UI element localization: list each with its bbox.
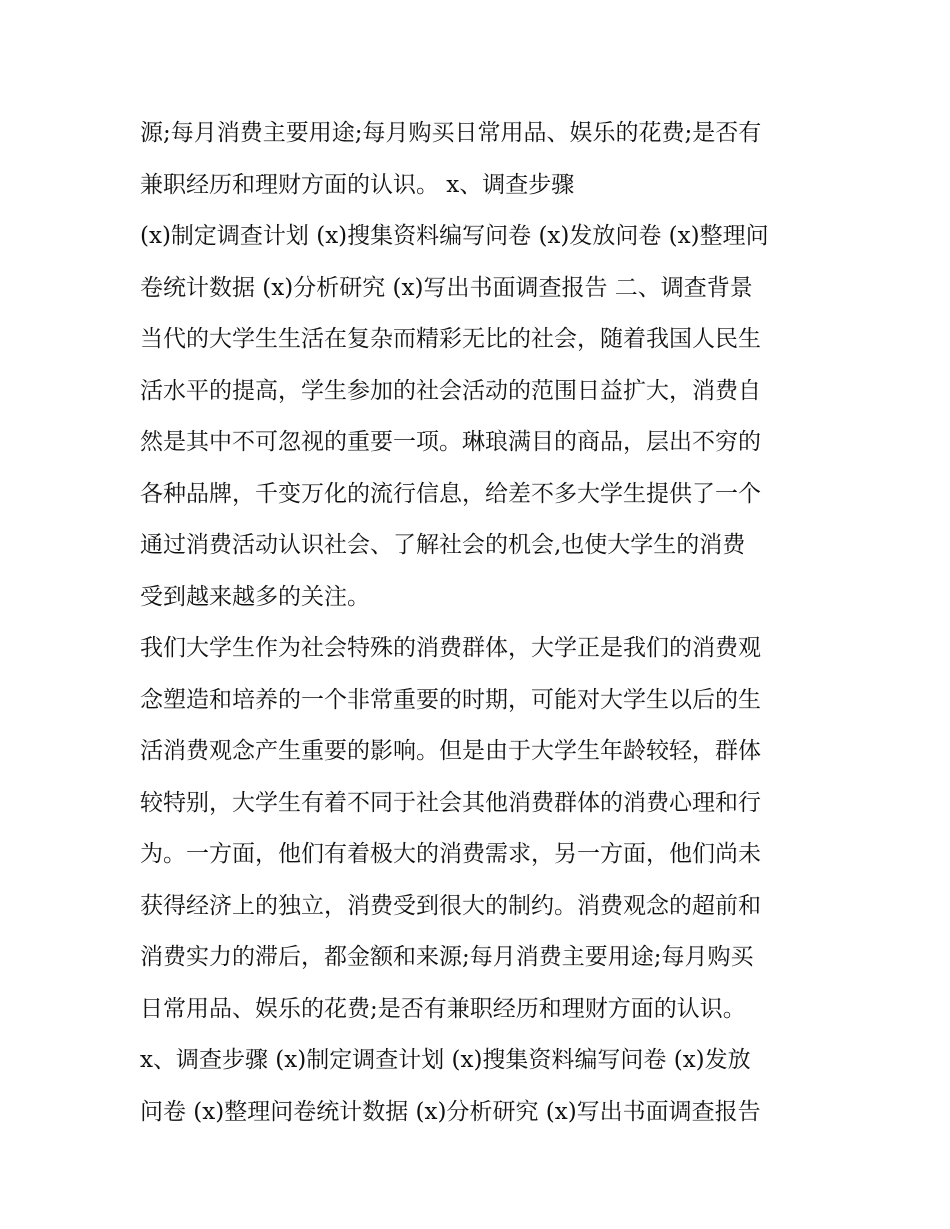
body-text	[140, 108, 830, 1138]
text-line: 然是其中不可忽视的重要一项。琳琅满目的商品，层出不穷的	[140, 429, 761, 455]
text-line: 较特别，大学生有着不同于社会其他消费群体的消费心理和行	[140, 789, 761, 816]
text-line: 活消费观念产生重要的影响。但是由于大学生年龄较轻，群体	[140, 738, 761, 764]
text-line: 为。一方面，他们有着极大的消费需求，另一方面，他们尚未	[140, 841, 761, 867]
text-line: 各种品牌，千变万化的流行信息，给差不多大学生提供了一个	[140, 480, 761, 507]
text-line: 卷统计数据 (x)分析研究 (x)写出书面调查报告 二、调查背景	[140, 274, 753, 301]
text-line: 日常用品、娱乐的花费;是否有兼职经历和理财方面的认识。	[140, 995, 746, 1022]
text-line: 源;每月消费主要用途;每月购买日常用品、娱乐的花费;是否有	[140, 120, 762, 146]
text-line: 活水平的提高，学生参加的社会活动的范围日益扩大，消费自	[140, 377, 761, 404]
text-line: 获得经济上的独立，消费受到很大的制约。消费观念的超前和	[140, 892, 761, 919]
text-line: 消费实力的滞后，都金额和来源;每月消费主要用途;每月购买	[140, 944, 754, 970]
text-line: 受到越来越多的关注。	[140, 583, 370, 610]
text-line: 念塑造和培养的一个非常重要的时期，可能对大学生以后的生	[140, 686, 761, 713]
text-line: 当代的大学生生活在复杂而精彩无比的社会，随着我国人民生	[140, 326, 761, 352]
text-line: 通过消费活动认识社会、了解社会的机会,也使大学生的消费	[140, 532, 746, 558]
text-line: 兼职经历和理财方面的认识。 x、调查步骤	[140, 171, 575, 198]
text-line: (x)制定调查计划 (x)搜集资料编写问卷 (x)发放问卷 (x)整理问	[140, 223, 769, 249]
text-line: x、调查步骤 (x)制定调查计划 (x)搜集资料编写问卷 (x)发放	[140, 1047, 751, 1073]
text-line: 问卷 (x)整理问卷统计数据 (x)分析研究 (x)写出书面调查报告	[140, 1098, 761, 1125]
text-line: 我们大学生作为社会特殊的消费群体，大学正是我们的消费观	[140, 635, 761, 661]
